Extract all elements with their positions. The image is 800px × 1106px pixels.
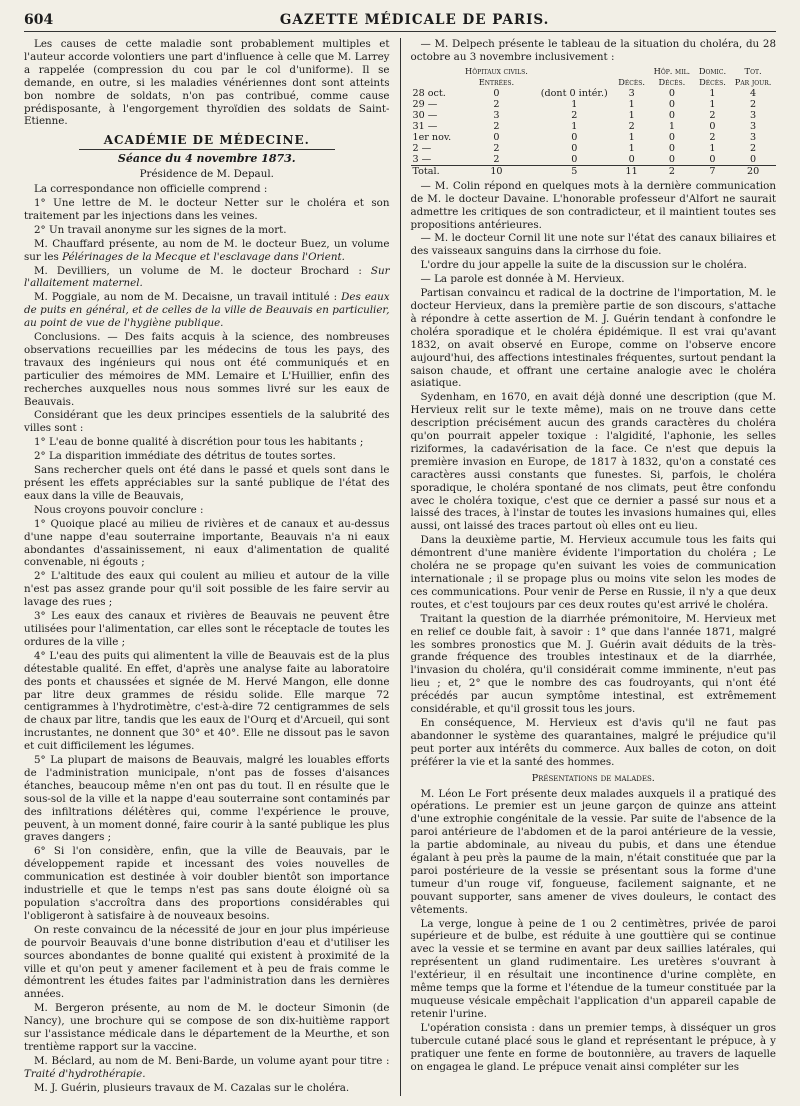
table-cell: 0 <box>668 131 675 143</box>
table-cell: 1 <box>709 142 716 154</box>
table-cell: 20 <box>730 165 776 177</box>
paragraph: Les causes de cette maladie sont probablement multiples et l'auteur accorde volontiers une part d'influence à celle que M. Larrey a rappelée (compression du cou par le col d'uniforme). Il se demande, en outre, si les maladies vénériennes dont sont atteints bon nombre de soldats, n'on pas contribué, comme cause prédisposante, à l'engorgement thyroïdien des soldats de Saint-Etienne. <box>24 38 390 128</box>
paragraph: — M. Delpech présente le tableau de la situation du choléra, du 28 octobre au 3 novembre inclusivement : <box>410 38 776 63</box>
text: M. Béclard, au nom de M. Beni-Barde, un volume ayant pour titre : <box>34 1054 390 1067</box>
table-cell: 2 <box>750 142 757 154</box>
table-cell: Hôpitaux civils. <box>464 65 528 76</box>
table-cell <box>534 66 614 77</box>
table-cell: Décès. <box>658 76 686 87</box>
table-cell: 0 <box>493 131 500 143</box>
table-cell: 0 <box>668 98 675 110</box>
table-cell: 3 <box>628 87 635 99</box>
table-cell: 31 — <box>412 120 438 132</box>
right-column <box>401 38 777 1096</box>
table-row <box>411 88 777 99</box>
subsection-title: Présentations de malades. <box>531 772 655 784</box>
table-total-row <box>411 165 777 177</box>
table-cell <box>411 66 459 77</box>
table-row <box>411 99 777 110</box>
table-cell: 0 <box>668 87 675 99</box>
table-cell: 3 <box>493 109 500 121</box>
columns <box>24 38 776 1096</box>
table-cell: 2 <box>493 142 500 154</box>
table-cell: 2 <box>709 109 716 121</box>
paragraph: En conséquence, M. Hervieux est d'avis qu'il ne faut pas abandonner le système des quarantaines, malgré le préjudice qu'il peut porter aux intérêts du commerce. Aux balles de coton, on doit préférer la vie et la santé des hommes. <box>410 716 776 768</box>
table-cell: 1 <box>668 120 675 132</box>
table-row <box>411 143 777 154</box>
paragraph: M. Bergeron présente, au nom de M. le docteur Simonin (de Nancy), une brochure qui se compose de son dix-huitième rapport sur l'assistance médicale dans le département de la Meurthe, et son trentième rapport sur la vaccine. <box>24 1002 390 1053</box>
paragraph: 1° Une lettre de M. le docteur Netter sur le choléra et son traitement par les injections dans les veines. <box>24 196 390 222</box>
paragraph: 2° La disparition immédiate des détritus de toutes sortes. <box>34 450 336 463</box>
table-cell: 0 <box>668 153 675 165</box>
text: M. Devilliers, un volume de M. le docteur Brochard : <box>34 264 362 277</box>
table-cell: 29 — <box>412 98 438 110</box>
paragraph <box>24 265 390 291</box>
paragraph: 1° L'eau de bonne qualité à discrétion pour tous les habitants ; <box>34 436 364 449</box>
table-cell: 2 — <box>412 142 432 154</box>
table-cell <box>614 66 649 77</box>
table-cell: 2 <box>493 120 500 132</box>
table-cell: 1 <box>709 98 716 110</box>
table-row <box>411 154 777 166</box>
table-cell: 1 <box>571 120 578 132</box>
table-cell: 3 — <box>412 153 432 165</box>
table-cell: 4 <box>750 87 757 99</box>
table-cell: Décès. <box>618 76 646 87</box>
presidence: Présidence de M. Depaul. <box>139 168 274 181</box>
table-cell: 1er nov. <box>412 131 452 143</box>
table-cell: 5 <box>534 165 614 177</box>
table-cell <box>534 77 614 88</box>
text: M. Chauffard présente, au nom de M. le docteur Buez, un volume sur les <box>24 237 390 263</box>
paragraph: Sans rechercher quels ont été dans le passé et quels sont dans le présent les effets appréciables sur la santé publique de l'état des eaux dans la ville de Beauvais, <box>24 464 390 502</box>
table-cell: Domic. <box>698 65 727 76</box>
paragraph: 1° Quoique placé au milieu de rivières et de canaux et au-dessus d'une nappe d'eau souterraine importante, Beauvais n'a ni eaux abondantes d'assainissement, ni eaux d'alimentation de qualité convenable, ni égouts ; <box>24 517 390 569</box>
table-cell: 1 <box>628 131 635 143</box>
paragraph: 2° L'altitude des eaux qui coulent au milieu et autour de la ville n'est pas assez grande pour qu'il soit possible de les faire servir au lavage des rues ; <box>24 570 390 609</box>
table-cell: 2 <box>750 98 757 110</box>
table-cell: 2 <box>571 109 578 121</box>
paragraph: On reste convaincu de la nécessité de jour en jour plus impérieuse de pourvoir Beauvais d'une bonne distribution d'eau et d'utiliser les sources abondantes de bonne qualité qui existent à proximité de la ville et qu'on peut y amener facilement et à peu de frais comme le démontrent les études faites par l'administration dans les dernières années. <box>24 923 390 1001</box>
table-cell: 0 <box>493 87 500 99</box>
table-cell: 1 <box>709 87 716 99</box>
table-cell: (dont 0 intér.) <box>540 87 608 99</box>
paragraph <box>24 238 390 264</box>
session-title: Séance du 4 novembre 1873. <box>117 152 296 166</box>
paragraph: — M. Colin répond en quelques mots à la dernière communication de M. le docteur Davaine. L'honorable professeur d'Alfort ne saurait admettre les critiques de son contradicteur, et il maintient toutes ses propositions antérieures. <box>410 179 776 231</box>
table-cell: 30 — <box>412 109 438 121</box>
book-title: Pélérinages de la Mecque et l'esclavage dans l'Orient. <box>62 250 345 263</box>
paragraph: — La parole est donnée à M. Hervieux. <box>420 273 625 286</box>
table-cell: 1 <box>628 109 635 121</box>
paragraph: Sydenham, en 1670, en avait déjà donné une description (que M. Hervieux relit sur le texte même), mais on ne trouve dans cette description précisément aucun des grands caractères du choléra qu'on pourrait appeler toxique : l'algidité, l'aphonie, les selles riziformes, la cadavérisation de la face. Ce n'est que depuis la première invasion en Europe, de 1817 à 1832, qu'on a constaté ces caractères aussi constants que funestes. Si, parfois, le choléra sporadique, le choléra spontané de nos climats, peut être confondu avec le choléra toxique, c'est que ce dernier a passé sur nous et a laissé des traces, à l'instar de toutes les invasions humaines qui, elles aussi, ont laissé des traces partout où elles ont eu lieu. <box>410 391 776 533</box>
table-subheader-row <box>411 77 777 88</box>
table-cell: 0 <box>750 153 757 165</box>
table-cell: Total. <box>411 165 459 177</box>
table-cell: 0 <box>571 142 578 154</box>
table-cell: 0 <box>709 153 716 165</box>
journal-title: GAZETTE MÉDICALE DE PARIS. <box>279 12 550 28</box>
paragraph: 6° Si l'on considère, enfin, que la ville de Beauvais, par le développement rapide et incessant des voies nouvelles de communication est destinée à voir doubler bientôt son importance industrielle et que le temps n'est pas sans doute éloigné où sa population s'accroîtra dans des proportions considérables qui l'obligeront à satisfaire à de nouveaux besoins. <box>24 845 390 922</box>
section-title: ACADÉMIE DE MÉDECINE. <box>103 133 310 148</box>
table-row <box>411 132 777 143</box>
page-number: 604 <box>24 12 54 28</box>
table-cell: 28 oct. <box>412 87 446 99</box>
table-cell: 11 <box>614 165 649 177</box>
table-cell: Décès. <box>699 76 726 87</box>
table-cell: 10 <box>459 165 535 177</box>
table-cell: 0 <box>571 153 578 165</box>
table-header-row <box>411 66 777 77</box>
paragraph: 4° L'eau des puits qui alimentent la ville de Beauvais est de la plus détestable qualité. En effet, d'après une analyse faite au laboratoire des ponts et chaussées et signée de M. Hervé Mangon, elle donne par litre deux grammes de résidu solide. Elle marque 72 centigrammes à l'hydrotimètre, c'est-à-dire 72 centigrammes de sels de chaux par litre, tandis que les eaux de l'Ourq et d'Arcueil, qui sont incrustantes, ne donnent que 30° et 40°. Elle ne dissout pas le savon et cuit difficilement les légumes. <box>24 649 390 753</box>
table-cell: 3 <box>750 109 757 121</box>
table-cell: 2 <box>493 98 500 110</box>
book-title: Sur l'allaitement maternel. <box>24 264 390 290</box>
paragraph: 5° La plupart de maisons de Beauvais, malgré les louables efforts de l'administration municipale, n'ont pas de fosses d'aisances étanches, beaucoup même n'en ont pas du tout. Il en résulte que le sous-sol de la ville et la nappe d'eau souterraine sont contaminés par des infiltrations délétères qui, comme l'expérience le prouve, peuvent, à un moment donné, faire courir à la santé publique les plus graves dangers ; <box>24 754 390 844</box>
table-row <box>411 110 777 121</box>
work-title: Des eaux de puits en général, et de celles de la ville de Beauvais en particulier, au point de vue de l'hygiène publique. <box>24 291 390 330</box>
paragraph: Conclusions. — Des faits acquis à la science, des nombreuses observations recueillies par les médecins de tous les pays, des travaux des ingénieurs qui nous ont été communiqués et en particulier des mémoires de MM. Lemaire et L'Huillier, enfin des recherches auxquelles nous nous sommes livré sur les eaux de Beauvais. <box>24 331 390 408</box>
table-cell: 3 <box>750 131 757 143</box>
table-cell: Par jour. <box>734 76 772 87</box>
table-cell: 1 <box>571 98 578 110</box>
table-row <box>411 121 777 132</box>
table-cell <box>411 77 459 88</box>
paragraph <box>24 291 390 330</box>
paragraph: La correspondance non officielle comprend : <box>34 183 268 196</box>
paragraph: Dans la deuxième partie, M. Hervieux accumule tous les faits qui démontrent d'une manière évidente l'importation du choléra ; Le choléra ne se propage qu'en suivant les voies de communication internationale ; il se propage plus ou moins vite selon les modes de ces communications. Pour venir de Perse en Russie, il n'y a que deux routes, et c'est toujours par ces deux routes qu'est arrivé le choléra. <box>410 534 776 611</box>
table-cell: 0 <box>709 120 716 132</box>
page-header <box>24 12 776 32</box>
left-column <box>24 38 401 1096</box>
text: M. Poggiale, au nom de M. Decaisne, un travail intitulé : <box>34 291 338 304</box>
paragraph: L'ordre du jour appelle la suite de la discussion sur le choléra. <box>420 259 747 272</box>
paragraph: 2° Un travail anonyme sur les signes de la mort. <box>34 223 287 236</box>
table-cell: Entrées. <box>478 76 515 87</box>
table-cell: 2 <box>493 153 500 165</box>
paragraph: L'opération consista : dans un premier temps, à disséquer un gros tubercule cutané placé sous le gland et représentant le prépuce, à y pratiquer une fente en forme de boutonnière, au travers de laquelle on engagea le gland. Le prépuce venait ainsi compléter sur les <box>410 1021 776 1073</box>
cholera-table <box>411 66 777 177</box>
table-cell: 3 <box>750 120 757 132</box>
paragraph: Partisan convaincu et radical de la doctrine de l'importation, M. le docteur Hervieux, dans la première partie de son discours, s'attache à répondre à cette assertion de M. J. Guérin tendant à confondre le choléra sporadique et le choléra épidémique. Il est vrai qu'avant 1832, on avait observé en Europe, comme on l'observe encore aujourd'hui, des affections intestinales fréquentes, surtout pendant la saison chaude, et offrant une certaine analogie avec le choléra asiatique. <box>410 287 776 390</box>
table-cell: 0 <box>668 142 675 154</box>
paragraph <box>24 1055 390 1081</box>
table-cell: 0 <box>628 153 635 165</box>
paragraph: M. Léon Le Fort présente deux malades auxquels il a pratiqué des opérations. Le premier est un jeune garçon de quinze ans atteint d'une extrophie congénitale de la vessie. Par suite de l'absence de la paroi antérieure de l'abdomen et de la paroi antérieure de la vessie, la partie abdominale, au niveau du pubis, et dans une étendue égalant à peu près la paume de la main, n'était constituée que par la paroi postérieure de la vessie se présentant sous la forme d'une tumeur d'un rouge vif, fongueuse, facilement saignante, et ne pouvant supporter, sans amener de vives douleurs, le contact des vêtements. <box>410 787 776 916</box>
table-cell: 7 <box>695 165 730 177</box>
table-cell: Hôp. mil. <box>653 65 691 76</box>
table-cell: 1 <box>628 142 635 154</box>
table-cell: Tot. <box>744 65 762 76</box>
paragraph: La verge, longue à peine de 1 ou 2 centimètres, privée de paroi supérieure et de bulbe, est réduite à une gouttière qui se continue avec la vessie et se termine en avant par deux saillies latérales, qui représentent un gland rudimentaire. Les uretères s'ouvrant à l'extérieur, il en résultait une incontinence d'urine complète, en même temps que la forme et l'étendue de la tumeur constituée par la muqueuse vésicale empêchait l'application d'un appareil capable de retenir l'urine. <box>410 917 776 1020</box>
paragraph: M. J. Guérin, plusieurs travaux de M. Cazalas sur le choléra. <box>34 1081 350 1094</box>
paragraph: Traitant la question de la diarrhée prémonitoire, M. Hervieux met en relief ce double fait, à savoir : 1° que dans l'année 1871, malgré les sombres pronostics que M. J. Guérin avait déduits de la très-grande fréquence des troubles intestinaux et de la diarrhée, l'invasion du choléra, qu'il considérait comme imminente, n'eut pas lieu ; et, 2° que le nombre des cas foudroyants, qui n'ont été précédés par aucun symptôme intestinal, est extrêmement considérable, et qu'il grossit tous les jours. <box>410 612 776 716</box>
table-cell: 0 <box>571 131 578 143</box>
book-title: Traité d'hydrothérapie. <box>24 1067 146 1080</box>
table-cell: 2 <box>709 131 716 143</box>
paragraph: — M. le docteur Cornil lit une note sur l'état des canaux biliaires et des vaisseaux sanguins dans la cirrhose du foie. <box>410 232 776 258</box>
divider <box>79 149 335 150</box>
table-cell: 0 <box>668 109 675 121</box>
paragraph: Nous croyons pouvoir conclure : <box>34 503 204 516</box>
paragraph: 3° Les eaux des canaux et rivières de Beauvais ne peuvent être utilisées pour l'alimentation, car elles sont le réceptacle de toutes les ordures de la ville ; <box>24 610 390 648</box>
paragraph: Considérant que les deux principes essentiels de la salubrité des villes sont : <box>24 409 390 435</box>
table-cell: 2 <box>649 165 695 177</box>
table-cell: 2 <box>628 120 635 132</box>
table-cell: 1 <box>628 98 635 110</box>
